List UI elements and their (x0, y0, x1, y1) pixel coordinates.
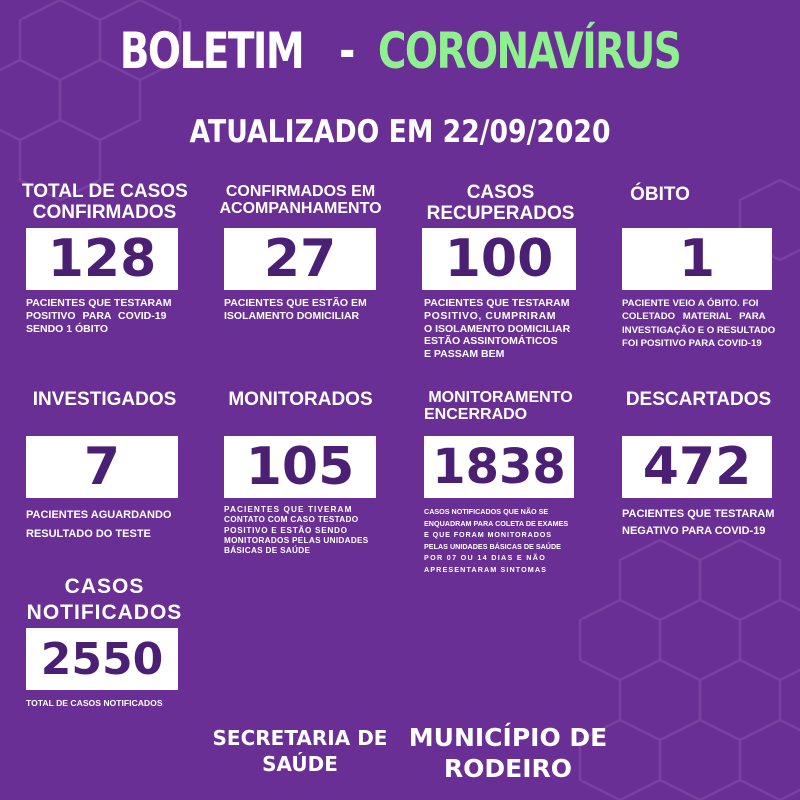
notificados-desc (26, 698, 186, 708)
footer-municipio (398, 722, 618, 785)
investigados-desc (26, 506, 186, 543)
desc-line: NEGATIVO PARA COVID-19 (622, 525, 766, 538)
recuperados-label-line1: CASOS (466, 182, 535, 203)
total-confirmados-desc (26, 297, 186, 335)
acompanhamento-label (218, 183, 383, 218)
obito-desc (622, 297, 782, 351)
notificados-value: 2550 (26, 628, 178, 690)
desc-line: BÁSICAS DE SAÚDE (224, 546, 311, 555)
descartados-desc (622, 506, 782, 540)
desc-line: POSITIVO E ESTÃO SENDO (224, 525, 348, 535)
recuperados-desc (424, 297, 584, 361)
recuperados-label-line2: RECUPERADOS (426, 202, 575, 224)
title-separator: - (339, 22, 354, 80)
acompanhamento-label-line2: ACOMPANHAMENTO (219, 200, 382, 218)
footer-secretaria (180, 725, 420, 777)
encerrado-label-line2: ENCERRADO (424, 406, 528, 424)
desc-line: CONTATO COM CASO TESTADO (224, 515, 359, 525)
desc-line: RESULTADO DO TESTE (26, 527, 151, 540)
desc-line: PACIENTES QUE TESTARAM (26, 297, 172, 309)
secretaria-line1: SECRETARIA DE (212, 726, 388, 750)
desc-line: POSITIVO, CUMPRIRAM (424, 309, 557, 322)
desc-line: ISOLAMENTO DOMICILIAR (224, 309, 360, 322)
monitorados-desc (224, 505, 384, 556)
municipio-line2: RODEIRO (443, 754, 573, 784)
desc-line: PACIENTES AGUARDANDO (26, 509, 172, 521)
investigados-label: INVESTIGADOS (32, 389, 177, 410)
desc-line: SENDO 1 ÓBITO (26, 322, 109, 335)
encerrado-desc (424, 506, 584, 575)
desc-line: PACIENTES QUE TESTARAM (424, 297, 570, 309)
desc-line: PACIENTE VEIO A ÓBITO. FOI (622, 298, 759, 309)
encerrado-value: 1838 (424, 436, 574, 498)
obito-label: ÓBITO (630, 184, 690, 205)
desc-line: CASOS NOTIFICADOS QUE NÃO SE (424, 507, 549, 516)
desc-line: E QUE FORAM MONITORADOS (424, 530, 552, 540)
total-confirmados-value: 128 (26, 228, 178, 290)
monitorados-value: 105 (224, 436, 376, 498)
desc-line: E PASSAM BEM (424, 348, 505, 361)
title-coronavirus: CORONAVÍRUS (377, 22, 681, 80)
encerrado-label (418, 389, 583, 424)
total-label-line2: CONFIRMADOS (32, 201, 177, 223)
recuperados-label (418, 183, 583, 224)
monitorados-label: MONITORADOS (228, 389, 373, 410)
total-confirmados-label (22, 182, 187, 223)
desc-line: TOTAL DE CASOS NOTIFICADOS (26, 698, 163, 708)
desc-line: O ISOLAMENTO DOMICILIAR (424, 322, 571, 335)
desc-line: ENQUADRAM PARA COLETA DE EXAMES (424, 518, 569, 528)
desc-line: PELAS UNIDADES BÁSICAS DE SAÚDE (424, 541, 561, 551)
notificados-label-line2: NOTIFICADOS (26, 600, 183, 624)
notificados-label-line1: CASOS (64, 575, 145, 598)
title-boletim: BOLETIM (119, 22, 304, 80)
desc-line: PACIENTES QUE ESTÃO EM (224, 297, 367, 309)
acompanhamento-desc (224, 297, 384, 323)
secretaria-line2: SAÚDE (262, 752, 338, 776)
total-label-line1: TOTAL DE CASOS (22, 181, 188, 202)
desc-line: ESTÃO ASSINTOMÁTICOS (424, 335, 558, 348)
descartados-label: DESCARTADOS (625, 389, 772, 410)
desc-line: MONITORADOS PELAS UNIDADES (224, 535, 369, 545)
page-title (88, 22, 712, 80)
desc-line: INVESTIGAÇÃO E O RESULTADO (622, 324, 776, 336)
desc-line: PACIENTES QUE TESTARAM (622, 508, 775, 520)
notificados-label (22, 574, 187, 625)
acompanhamento-label-line1: CONFIRMADOS EM (225, 183, 376, 200)
encerrado-label-line1: MONITORAMENTO (428, 389, 573, 406)
municipio-line1: MUNICÍPIO DE (408, 723, 608, 752)
acompanhamento-value: 27 (224, 228, 376, 290)
desc-line: POSITIVO PARA COVID-19 (26, 309, 167, 322)
obito-value: 1 (622, 228, 772, 290)
desc-line: APRESENTARAM SINTOMAS (424, 564, 548, 574)
desc-line: PACIENTES QUE TIVERAM (224, 505, 353, 514)
updated-date: ATUALIZADO EM 22/09/2020 (189, 114, 611, 150)
investigados-value: 7 (26, 436, 178, 498)
desc-line: FOI POSITIVO PARA COVID-19 (622, 338, 762, 350)
desc-line: POR 07 OU 14 DIAS E NÃO (424, 553, 547, 563)
descartados-value: 472 (622, 436, 772, 498)
desc-line: COLETADO MATERIAL PARA (622, 311, 766, 323)
recuperados-value: 100 (422, 228, 576, 290)
